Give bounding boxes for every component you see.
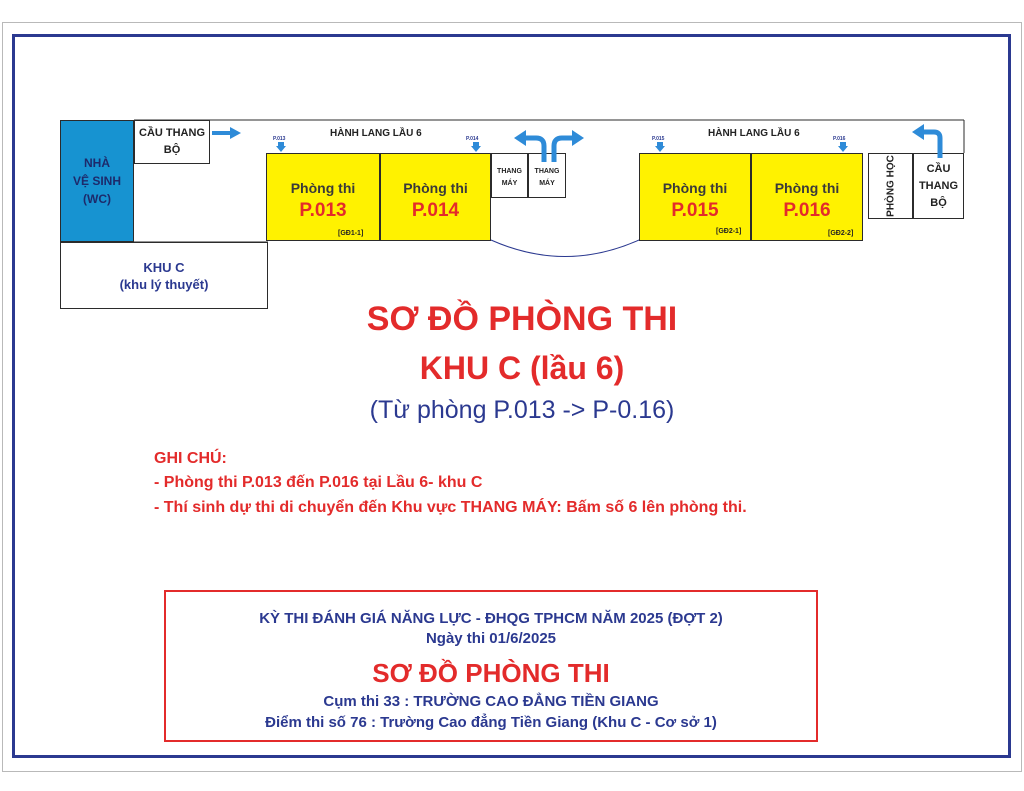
elevator-line-2: MÁY — [539, 180, 555, 187]
room-p013 — [266, 153, 380, 241]
room-number: P.015 — [671, 200, 719, 221]
room-number: P.014 — [411, 200, 460, 221]
notes-heading: GHI CHÚ: — [154, 450, 227, 467]
exam-info-title: SƠ ĐỒ PHÒNG THI — [372, 658, 610, 688]
exam-date: Ngày thi 01/6/2025 — [425, 630, 557, 647]
exam-site: Điểm thi số 76 : Trường Cao đẳng Tiền Giang (Khu C - Cơ sở 1) — [265, 714, 717, 731]
restroom-line-3: (WC) — [83, 192, 111, 206]
exam-name: KỲ THI ĐÁNH GIÁ NĂNG LỰC - ĐHQG TPHCM NĂM 2025 (ĐỢT 2) — [259, 610, 723, 627]
elevator-line-2: MÁY — [501, 180, 518, 187]
corridor-left-label: HÀNH LANG LẦU 6 — [330, 128, 422, 139]
turn-arrow-icon — [910, 124, 950, 158]
stairs-left — [134, 120, 210, 164]
room-range: (Từ phòng P.013 -> P-0.16) — [369, 396, 675, 424]
door-label-p013: P.013 — [273, 136, 286, 142]
restroom-line-2: VỆ SINH — [72, 174, 121, 188]
room-label: Phòng thi — [403, 180, 468, 196]
room-code-gd1-1: [GĐ1-1] — [338, 230, 364, 237]
stairs-left-line-1: CẦU THANG — [139, 127, 205, 139]
stairs-left-line-2: BỘ — [163, 144, 181, 156]
corridor-right-label: HÀNH LANG LẦU 6 — [708, 128, 800, 139]
classroom — [868, 153, 913, 219]
room-label: Phòng thi — [290, 180, 356, 196]
stairs-right — [913, 153, 964, 219]
stairs-right-line-3: BỘ — [930, 196, 947, 209]
elevator-line-1: THANG — [497, 168, 522, 175]
room-p014 — [380, 153, 491, 241]
room-number: P.013 — [299, 200, 347, 221]
zone-c-box — [60, 242, 268, 309]
restroom-line-1: NHÀ — [84, 156, 110, 170]
door-arrow-icon — [838, 142, 848, 152]
door-label-p016: P.016 — [833, 136, 846, 142]
exam-cluster: Cụm thi 33 : TRƯỜNG CAO ĐẲNG TIỀN GIANG — [323, 693, 659, 710]
main-title: SƠ ĐỒ PHÒNG THI — [366, 300, 678, 338]
zone-c-line-2: (khu lý thuyết) — [119, 276, 209, 292]
room-code-gd2-2: [GĐ2-2] — [828, 230, 854, 237]
restroom-block — [60, 120, 134, 242]
classroom-label: PHÒNG HỌC — [885, 155, 896, 217]
door-arrow-icon — [471, 142, 481, 152]
note-item: - Phòng thi P.013 đến P.016 tại Lầu 6- khu C — [154, 474, 483, 491]
arrow-right-icon — [212, 126, 242, 140]
note-item: - Thí sinh dự thi di chuyển đến Khu vực THANG MÁY: Bấm số 6 lên phòng thi. — [154, 499, 747, 516]
room-code-gd2-1: [GĐ2-1] — [716, 228, 742, 235]
door-arrow-icon — [276, 142, 286, 152]
exam-info-box — [164, 590, 818, 742]
door-label-p015: P.015 — [652, 136, 665, 142]
room-label: Phòng thi — [662, 180, 728, 196]
room-p016 — [751, 153, 863, 241]
sub-title: KHU C (lầu 6) — [419, 350, 625, 386]
stairs-right-line-1: CẦU — [926, 162, 951, 175]
room-label: Phòng thi — [774, 180, 840, 196]
door-arrow-icon — [655, 142, 665, 152]
stairs-right-line-2: THANG — [918, 179, 959, 192]
zone-c-line-1: KHU C — [143, 259, 185, 275]
room-number: P.016 — [783, 200, 831, 221]
door-label-p014: P.014 — [466, 136, 479, 142]
elevator-line-1: THANG — [534, 168, 560, 175]
split-arrow-icon — [512, 126, 588, 162]
